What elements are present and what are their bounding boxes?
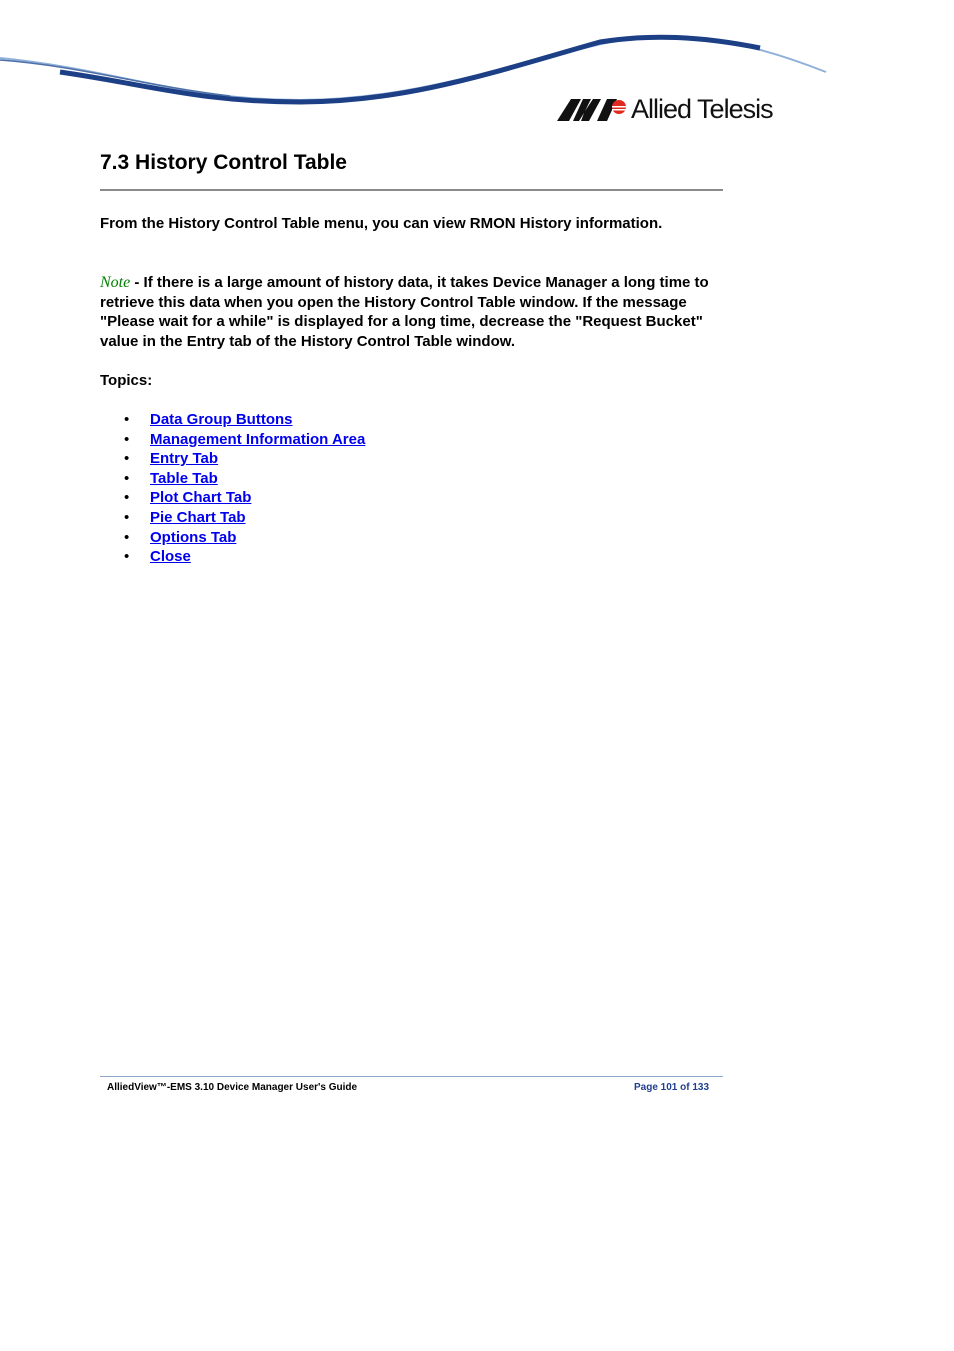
bullet-icon: • [124, 469, 130, 487]
topics-heading: Topics: [100, 372, 153, 389]
topic-link-options-tab[interactable]: Options Tab [150, 528, 237, 546]
bullet-icon: • [124, 430, 130, 448]
intro-paragraph: From the History Control Table menu, you can view RMON History information. [100, 215, 663, 232]
bullet-icon: • [124, 528, 130, 546]
footer-divider [100, 1076, 723, 1077]
topic-link-data-group-buttons[interactable]: Data Group Buttons [150, 411, 293, 428]
topic-link-table-tab[interactable]: Table Tab [150, 469, 218, 487]
note-text: - If there is a large amount of history data, it takes Device Manager a long time to retrieve this data when you open the History Control Table window. If the message "Please wait for a while" is displayed for a long time, decrease the "Request Bucket" value in the Entry tab of the History Control Table window. [100, 274, 709, 350]
company-logo [557, 94, 773, 124]
footer-page-number: Page 101 of 133 [634, 1082, 710, 1093]
bullet-icon: • [124, 411, 130, 428]
title-divider [100, 189, 723, 191]
bullet-icon: • [124, 548, 130, 566]
logo-wordmark: Allied Telesis [631, 94, 773, 124]
bullet-icon: • [124, 450, 130, 468]
bullet-icon: • [124, 508, 130, 526]
topic-link-close[interactable]: Close [150, 548, 191, 566]
bullet-icon: • [124, 489, 130, 507]
note-paragraph [100, 273, 725, 351]
logo-mark-icon [557, 97, 627, 121]
topic-link-pie-chart-tab[interactable]: Pie Chart Tab [150, 508, 246, 526]
topic-link-management-information-area[interactable]: Management Information Area [150, 430, 366, 448]
footer-guide-title: AlliedView™-EMS 3.10 Device Manager User's Guide [107, 1082, 358, 1093]
topic-link-plot-chart-tab[interactable]: Plot Chart Tab [150, 489, 252, 507]
topic-link-entry-tab[interactable]: Entry Tab [150, 450, 219, 468]
page-title: 7.3 History Control Table [100, 151, 347, 174]
note-label: Note [100, 274, 131, 291]
